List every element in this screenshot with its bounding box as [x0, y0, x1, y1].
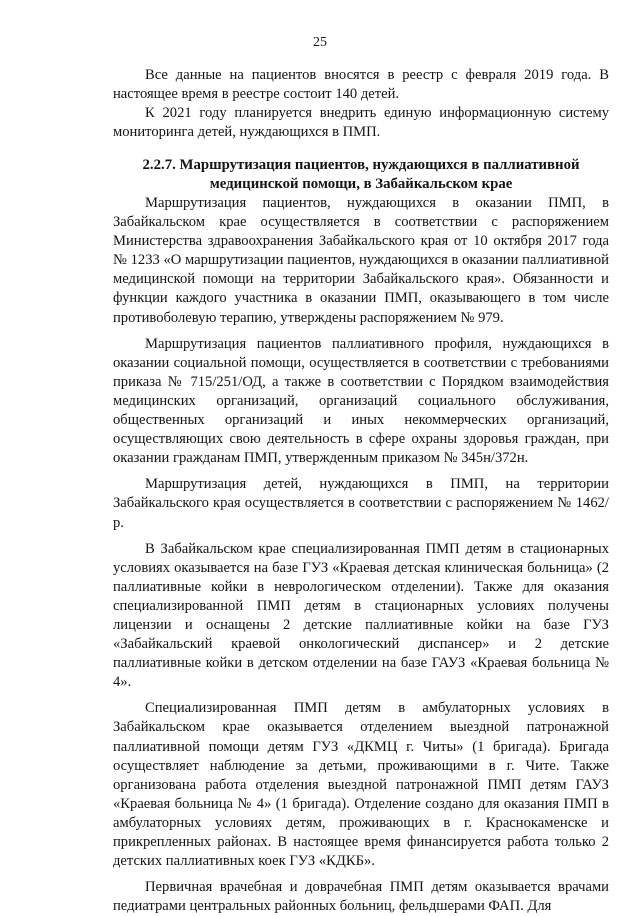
paragraph-inpatient-care: В Забайкальском крае специализированная ПМП детям в стационарных условиях оказывается на базе ГУЗ «Краевая детская клиническая больница» (2 паллиативные койки в неврологическом отделении). Также для оказания специализированной ПМП детям в стационарных условиях получены лицензии и оснащены 2 детские паллиативные койки на базе ГУЗ «Забайкальский краевой онкологический диспансер» и 2 детские паллиативные койки в детском отделении на базе ГАУЗ «Краевая больница № 4».	[113, 540, 609, 691]
paragraph-routing-order: Маршрутизация пациентов, нуждающихся в оказании ПМП, в Забайкальском крае осуществляется в соответствии с распоряжением Министерства здравоохранения Забайкальского края от 10 октября 2017 года № 1233 «О маршрутизации пациентов, нуждающихся в оказании паллиативной медицинской помощи на территории Забайкальского края». Обязанности и функции каждого участника в оказании ПМП, оказывающего в том числе противоболевую терапию, утверждены распоряжением № 979.	[113, 195, 609, 326]
paragraph-social-assistance: Маршрутизация пациентов паллиативного профиля, нуждающихся в оказании социальной помощи, осуществляется в соответствии с требованиями приказа № 715/251/ОД, а также в соответствии с Порядком взаимодействия медицинских организаций, организаций социального обслуживания, общественных организаций и иных некоммерческих организаций, осуществляющих свою деятельность в сфере охраны здоровья граждан, при оказании гражданам ПМП, утвержденным приказом № 345н/372н.	[113, 335, 609, 467]
intro-block	[113, 66, 609, 142]
section-heading: 2.2.7. Маршрутизация пациентов, нуждающихся в паллиативной медицинской помощи, в Забайкальском крае	[142, 157, 580, 192]
paragraph-primary-care: Первичная врачебная и доврачебная ПМП детям оказывается врачами педиатрами центральных районных больниц, фельдшерами ФАП. Для	[113, 879, 609, 915]
paragraph-outpatient-care: Специализированная ПМП детям в амбулаторных условиях в Забайкальском крае оказывается отделением выездной патронажной паллиативной помощи детям ГУЗ «ДКМЦ г. Читы» (1 бригада). Бригада осуществляет наблюдение за детьми, проживающими в г. Чите. Также организована работа отделения выездной патронажной ПМП детям ГАУЗ «Краевая больница № 4» (1 бригада). Отделение создано для оказания ПМП в амбулаторных условиях детям, проживающих в г. Краснокаменске и прикрепленных районах. В настоящее время финансируется работа только 2 детских паллиативных коек ГУЗ «КДКБ».	[113, 700, 609, 870]
paragraph-monitoring-system: К 2021 году планируется внедрить единую информационную систему мониторинга детей, нуждающихся в ПМП.	[113, 105, 609, 141]
paragraph-registry: Все данные на пациентов вносятся в реестр с февраля 2019 года. В настоящее время в реестре состоит 140 детей.	[113, 67, 609, 103]
page-number: 25	[313, 35, 327, 50]
paragraph-children-routing: Маршрутизация детей, нуждающихся в ПМП, на территории Забайкальского края осуществляется в соответствии с распоряжением № 1462/р.	[113, 476, 609, 531]
section-routing	[113, 156, 609, 916]
